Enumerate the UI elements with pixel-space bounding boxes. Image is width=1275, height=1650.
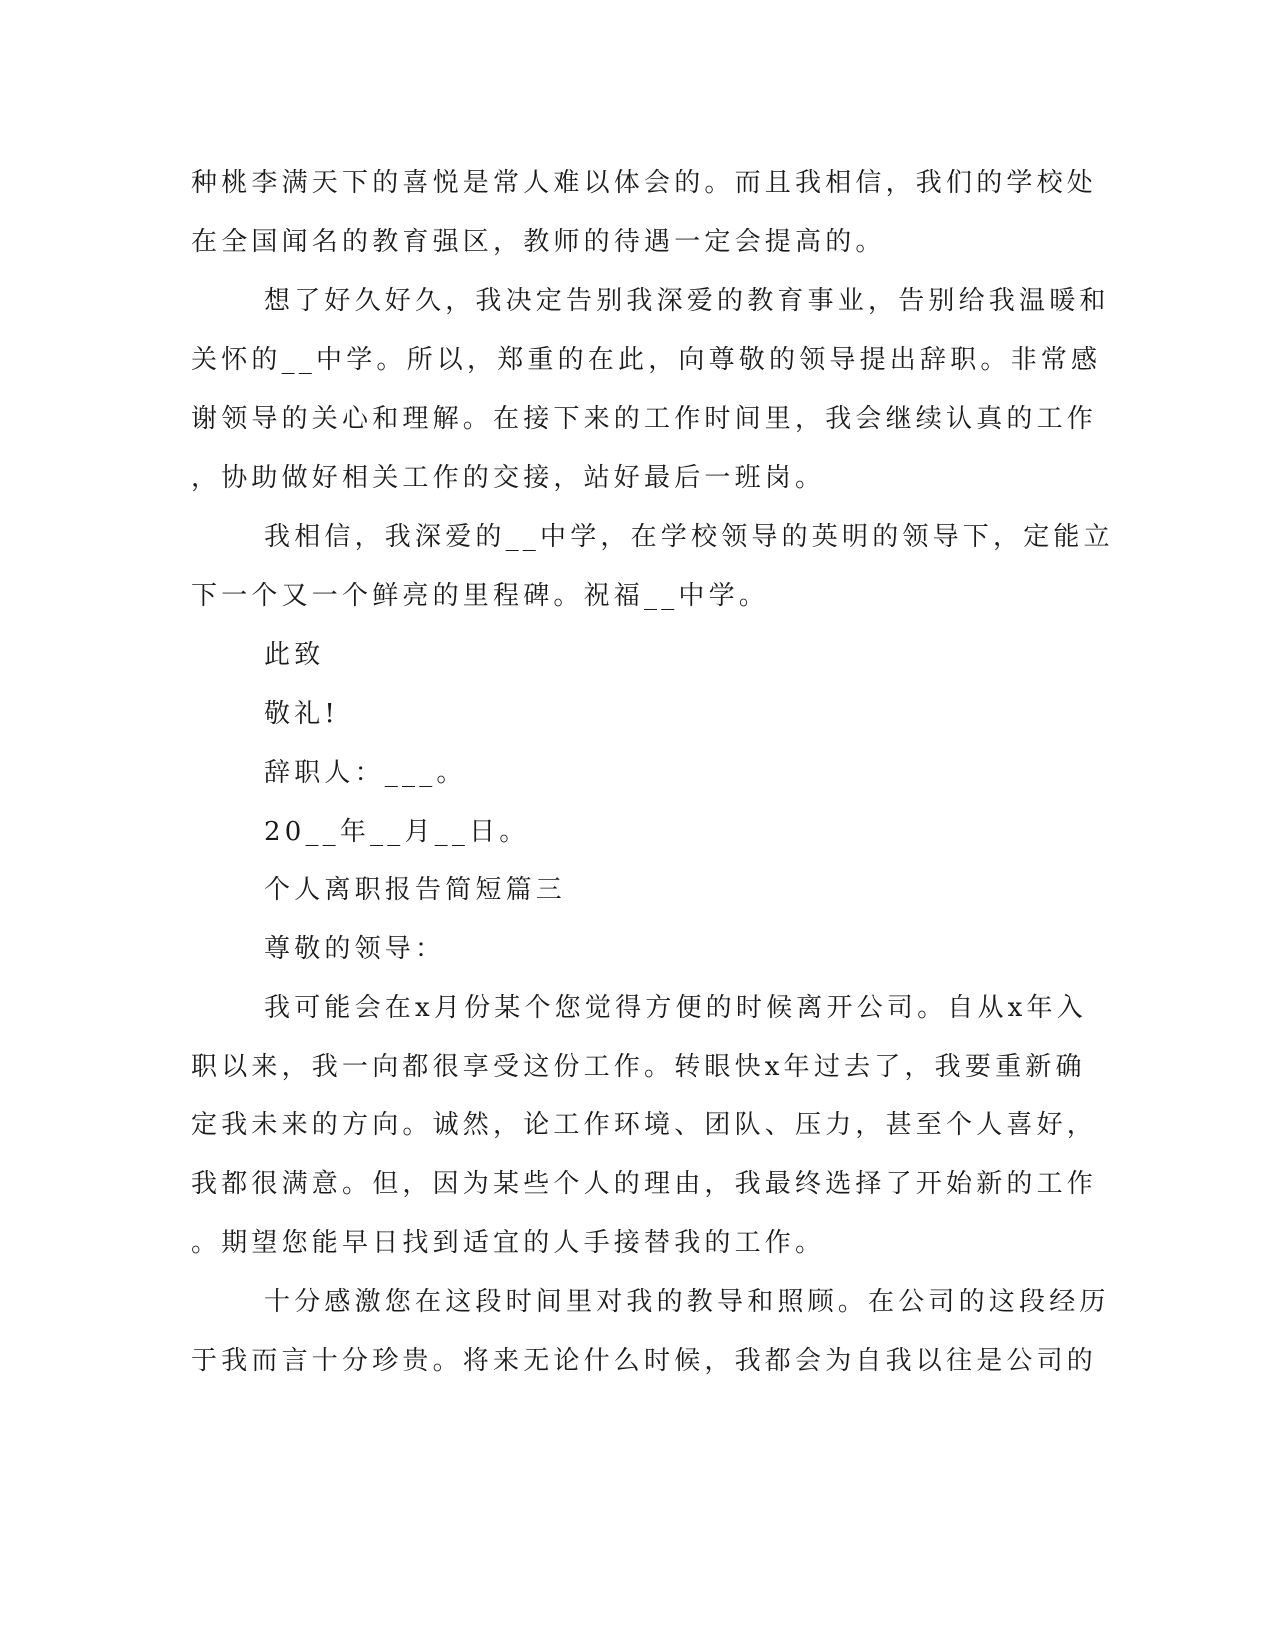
closing-regards: 敬礼! [264,699,340,729]
text-line: 于我而言十分珍贵。将来无论什么时候，我都会为自我以往是公司的 [191,1346,1098,1376]
text-line: 谢领导的关心和理解。在接下来的工作时间里，我会继续认真的工作 [191,404,1098,434]
text-line: 我可能会在x月份某个您觉得方便的时候离开公司。自从x年入 [264,993,1087,1023]
text-line: 十分感激您在这段时间里对我的教导和照顾。在公司的这段经历 [264,1287,1110,1317]
text-line: 。期望您能早日找到适宜的人手接替我的工作。 [191,1228,826,1258]
greeting: 尊敬的领导： [264,934,446,964]
text-line: 下一个又一个鲜亮的里程碑。祝福__中学。 [191,581,770,611]
resigner-signature-line: 辞职人：___。 [264,758,467,788]
text-line: 在全国闻名的教育强区，教师的待遇一定会提高的。 [191,227,886,257]
text-line: 我相信，我深爱的__中学，在学校领导的英明的领导下，定能立 [264,522,1114,552]
text-line: 想了好久好久，我决定告别我深爱的教育事业，告别给我温暖和 [264,286,1110,316]
closing-salutation: 此致 [264,640,325,670]
text-line: 种桃李满天下的喜悦是常人难以体会的。而且我相信，我们的学校处 [191,168,1098,198]
text-line: 定我未来的方向。诚然，论工作环境、团队、压力，甚至个人喜好， [191,1110,1098,1140]
section-heading: 个人离职报告简短篇三 [264,875,567,905]
date-line: 20__年__月__日。 [264,817,530,847]
text-line: 我都很满意。但，因为某些个人的理由，我最终选择了开始新的工作 [191,1169,1098,1199]
text-line: 关怀的__中学。所以，郑重的在此，向尊敬的领导提出辞职。非常感 [191,345,1102,375]
text-line: 职以来，我一向都很享受这份工作。转眼快x年过去了，我要重新确 [191,1052,1086,1082]
text-line: ，协助做好相关工作的交接，站好最后一班岗。 [191,463,826,493]
